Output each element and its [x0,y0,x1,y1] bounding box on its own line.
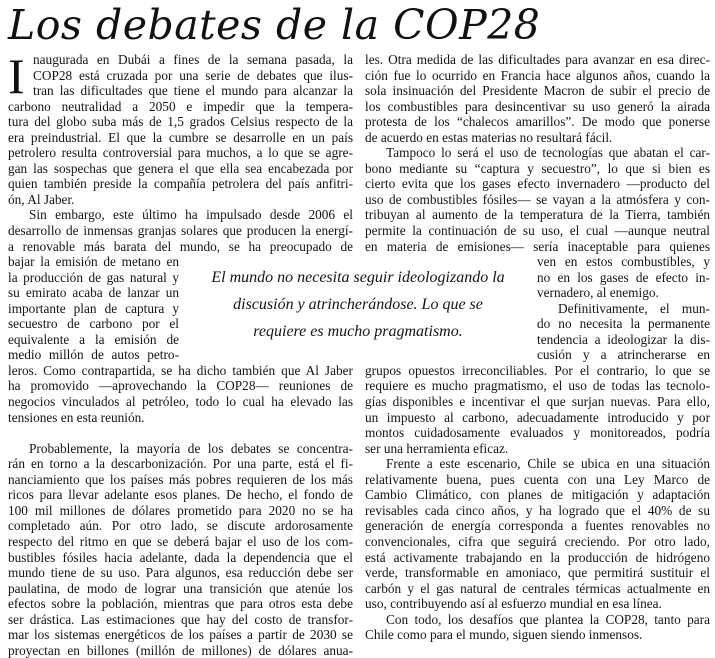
text-line: mar los sistemas energéticos de los países a partir de 2030 se [8,627,353,643]
text-line: Tampoco lo será el uso de tecnologías que abatan el car- [386,145,710,161]
text-line: está activamente trabajando en la producción de hidrógeno [365,549,710,565]
text-line: en materia de emisiones— sería inaceptable para quienes [365,238,710,254]
text-line: tensiones en esta reunión. [8,409,145,425]
text-line: generación de energía corresponda a fuentes renovables no [365,518,710,534]
text-line: tran las dificultades que tiene el mundo para alcanzar la [33,83,353,99]
pull-quote-line: discusión y atrincherándose. Lo que se [233,296,483,313]
text-line: negocios vinculados al petróleo, todo lo cual ha elevado las [8,394,353,410]
text-line: uso, contribuyendo así al esfuerzo mundial en esa línea. [365,596,662,612]
text-line: ón, Al Jaber. [8,191,75,207]
text-line: bono mediante su “captura y secuestro”, lo que si bien es [365,160,710,176]
text-line: ser una herramienta eficaz. [365,440,509,456]
text-line: petrolero resulta controversial para muchos, a lo que se agre- [8,145,353,161]
text-line: importante plan de captura y [8,300,179,316]
text-line: tribuyan al aumento de la temperatura de la Tierra, también [365,207,710,223]
pull-quote-line: requiere es mucho pragmatismo. [253,323,463,340]
text-line: ser drástica. Las estimaciones que hay del costo de transfor- [8,611,353,627]
text-line: naugurada en Dubái a fines de la semana pasada, la [33,52,353,67]
text-line: Cambio Climático, con planes de mitigación y adaptación [365,487,710,503]
drop-cap: I [8,48,25,104]
text-line: completado aún. Por otro lado, se discute ardorosamente [8,518,353,534]
text-line: Probablemente, la mayoría de los debates se concentra- [29,440,353,456]
left-column [8,48,353,658]
text-line: ven en estos combustibles, y [537,254,710,270]
text-line: sola insinuación del Presidente Macron de subir el precio de [365,83,710,99]
text-line: Con todo, los desafíos que plantea la COP28, tanto para [386,611,710,627]
text-line: grupos opuestos irreconciliables. Por el contrario, lo que se [365,362,710,378]
text-line: a renovable más barata del mundo, se ha preocupado de [8,238,353,254]
text-line: convencionales, cifra que seguirá creciendo. Por otro lado, [365,533,710,549]
text-line: bustibles fósiles hacia adelante, dada la dependencia que el [8,549,353,565]
text-line: Definitivamente, el mun- [558,300,710,316]
text-line: protesta de los “chalecos amarillos”. De modo que ponerse [365,114,710,130]
text-line: no en los gases de efecto in- [537,269,710,285]
text-line: desarrollo de inmensas granjas solares que producen la energí- [8,223,353,239]
headline: Los debates de la COP28 [8,1,541,49]
text-line: les. Otra medida de las dificultades para avanzar en esa direc- [365,52,710,67]
text-line: su emirato acaba de lanzar un [8,285,179,301]
text-line: Sin embargo, este último ha impulsado desde 2006 el [29,207,353,223]
text-line: respecto del ritmo en que se deberá bajar el uso de los com- [8,533,353,549]
pull-quote-line: El mundo no necesita seguir ideologizando la [211,269,505,286]
text-line: quien también preside la compañía petrolera del país anfitri- [8,176,353,192]
text-line: do no necesita la permanente [537,316,710,332]
text-line: proyectan en billones (millón de millones) de dólares anua- [8,642,353,658]
text-line: un impuesto al carbono, adecuadamente introducido y por [365,409,710,425]
text-line: equivalente a la emisión de [8,331,179,347]
text-line: vernadero, al enemigo. [537,285,659,301]
text-line: los combustibles para desincentivar su uso generó la airada [365,98,710,114]
text-line: tendencia a ideologizar la dis- [537,331,710,347]
text-line: permite la continuación de su uso, el cual —aunque neutral [365,223,710,239]
text-line: ricos para llevar adelante esos planes. De hecho, el fondo de [8,487,353,503]
text-line: gan las sospechas que genera el que ella sea encabezada por [8,160,353,176]
text-line: relativamente buena, pues cuenta con una Ley Marco de [365,471,710,487]
text-line: medio millón de autos petro- [8,347,179,363]
text-line: bajar la emisión de metano en [8,254,179,270]
text-line: carbón y el gas natural de centrales térmicas actualmente en [365,580,710,596]
text-line: de acuerdo en estas materias no resultará fácil. [365,129,613,145]
text-line: COP28 está cruzada por una serie de debates que ilus- [33,67,353,83]
text-line: ción fue lo ocurrido en Francia hace algunos años, cuando la [365,67,710,83]
text-line: ha promovido —aprovechando la COP28— reuniones de [8,378,353,394]
text-line: era preindustrial. El que la cumbre se desarrolle en un país [8,129,353,145]
text-line: carbono neutralidad a 2050 e impedir que la tempera- [8,98,353,114]
text-line: efectos sobre la población, mientras que para otros esta debe [8,596,353,612]
text-line: verde, transformable en amoniaco, que permitirá sustituir el [365,565,710,581]
text-line: Chile como para el mundo, siguen siendo inmensos. [365,627,643,643]
text-line: gías disponibles e incentivar el que surjan nuevas. Para ello, [365,394,710,410]
pull-quote [188,255,528,347]
text-line: paulatina, de modo de lograr una transición que atenúe los [8,580,353,596]
right-column [365,52,710,643]
text-line: leros. Como contrapartida, se ha dicho también que Al Jaber [8,362,353,378]
text-line: cusión y a atrincherarse en [537,347,710,363]
paragraph-gap [8,425,353,441]
text-line: nanciamiento que los países más pobres requieren de los más [8,471,353,487]
text-line: tura del globo suba más de 1,5 grados Celsius respecto de la [8,114,353,130]
text-line: uso de combustibles fósiles— se vayan a la atmósfera y con- [365,191,710,207]
text-line: la producción de gas natural y [8,269,179,285]
pull-quote-text [188,255,528,345]
text-line: secuestro de carbono por el [8,316,179,332]
text-line: montos cuidadosamente evaluados y monitoreados, podría [365,425,710,441]
text-line: Frente a este escenario, Chile se ubica en una situación [386,456,710,472]
text-line: 100 mil millones de dólares prometido para 2020 no se ha [8,502,353,518]
text-line: mundo tiene de su uso. Para algunos, esa reducción debe ser [8,565,353,581]
text-line: cierto evita que los gases efecto invernadero —producto del [365,176,710,192]
text-line: rán en torno a la descarbonización. Por una parte, está el fi- [8,456,353,472]
text-line: requiere es mucho pragmatismo, el uso de todas las tecnolo- [365,378,710,394]
text-line: revisables cada cinco años, y ha logrado que el 40% de su [365,502,710,518]
